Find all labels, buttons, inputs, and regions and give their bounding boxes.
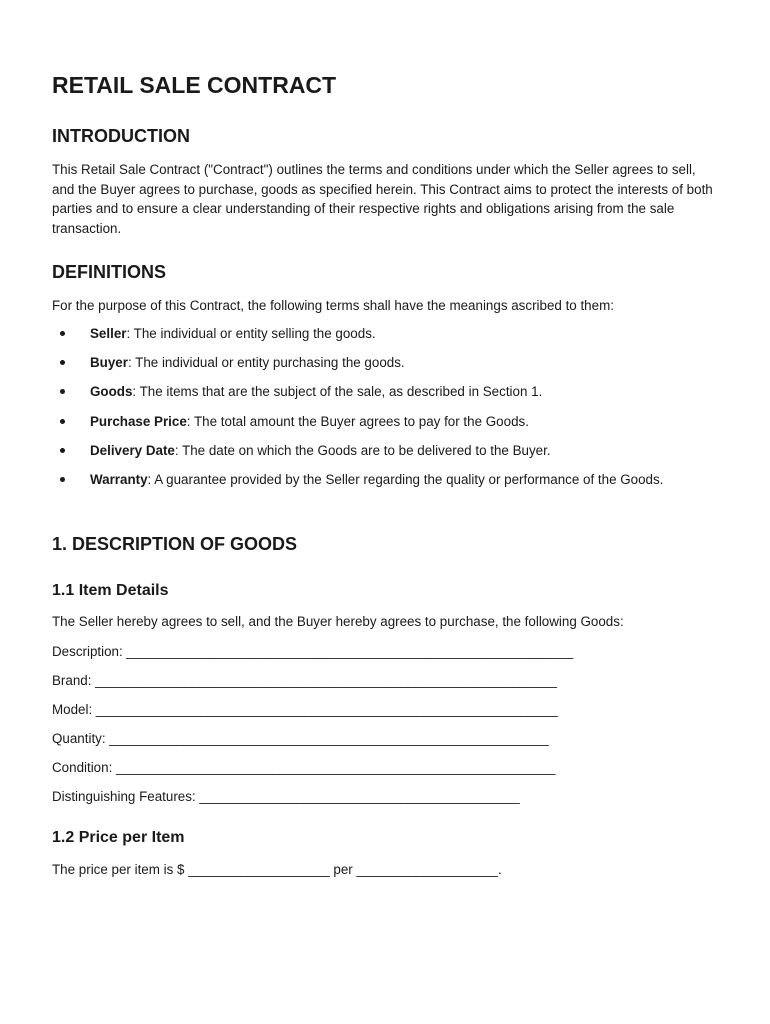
definition-text: : A guarantee provided by the Seller regarding the quality or performance of the Goods. [147, 471, 664, 487]
document-title: RETAIL SALE CONTRACT [52, 72, 337, 98]
condition-field[interactable]: Condition: ___________________________________________________________ [52, 760, 556, 775]
introduction-heading: INTRODUCTION [52, 126, 190, 146]
description-field[interactable]: Description: ____________________________________________________________ [52, 644, 574, 659]
definition-term: Seller [90, 326, 127, 341]
definition-item-seller [52, 324, 718, 344]
definition-term: Delivery Date [90, 442, 175, 458]
model-field[interactable]: Model: ______________________________________________________________ [52, 702, 558, 717]
bullet-icon [60, 331, 65, 336]
definition-item-buyer [52, 353, 718, 373]
definition-term: Goods [90, 384, 133, 400]
definition-item-delivery-date [52, 441, 718, 461]
definition-term: Warranty [90, 471, 148, 487]
definition-item-goods [52, 382, 718, 402]
item-details-heading: 1.1 Item Details [52, 582, 169, 599]
definition-text: : The individual or entity selling the goods. [126, 326, 376, 341]
bullet-icon [60, 448, 65, 453]
bullet-icon [60, 477, 65, 482]
quantity-field[interactable]: Quantity: ___________________________________________________________ [52, 731, 549, 746]
definition-text: : The total amount the Buyer agrees to pay for the Goods. [186, 413, 529, 429]
definition-item-purchase-price [52, 412, 718, 432]
definition-item-warranty [52, 470, 718, 490]
definition-text: : The date on which the Goods are to be delivered to the Buyer. [174, 442, 551, 458]
distinguishing-features-field[interactable]: Distinguishing Features: ___________________________________________ [52, 789, 520, 804]
definitions-intro: For the purpose of this Contract, the following terms shall have the meanings ascribed to them: [52, 298, 614, 313]
definition-term: Buyer [90, 355, 128, 371]
brand-field[interactable]: Brand: ______________________________________________________________ [52, 673, 557, 688]
bullet-icon [60, 419, 65, 424]
definitions-list [52, 324, 718, 499]
definition-term: Purchase Price [90, 413, 187, 429]
price-per-item-heading: 1.2 Price per Item [52, 829, 185, 846]
introduction-text: This Retail Sale Contract ("Contract") outlines the terms and conditions under which the Seller agrees to sell, and the Buyer agrees to purchase, goods as specified herein. This Contract aims to protect the interests of both parties and to ensure a clear understanding of their respective rights and obligations arising from the sale transaction. [52, 162, 713, 236]
definition-text: : The items that are the subject of the sale, as described in Section 1. [132, 384, 543, 400]
price-per-item-text[interactable]: The price per item is $ ___________________ per ___________________. [52, 862, 502, 877]
bullet-icon [60, 360, 65, 365]
item-details-intro: The Seller hereby agrees to sell, and the Buyer hereby agrees to purchase, the following Goods: [52, 614, 624, 629]
definitions-heading: DEFINITIONS [52, 262, 167, 282]
section1-heading: 1. DESCRIPTION OF GOODS [52, 534, 298, 554]
bullet-icon [60, 389, 65, 394]
definition-text: : The individual or entity purchasing the goods. [127, 355, 405, 371]
